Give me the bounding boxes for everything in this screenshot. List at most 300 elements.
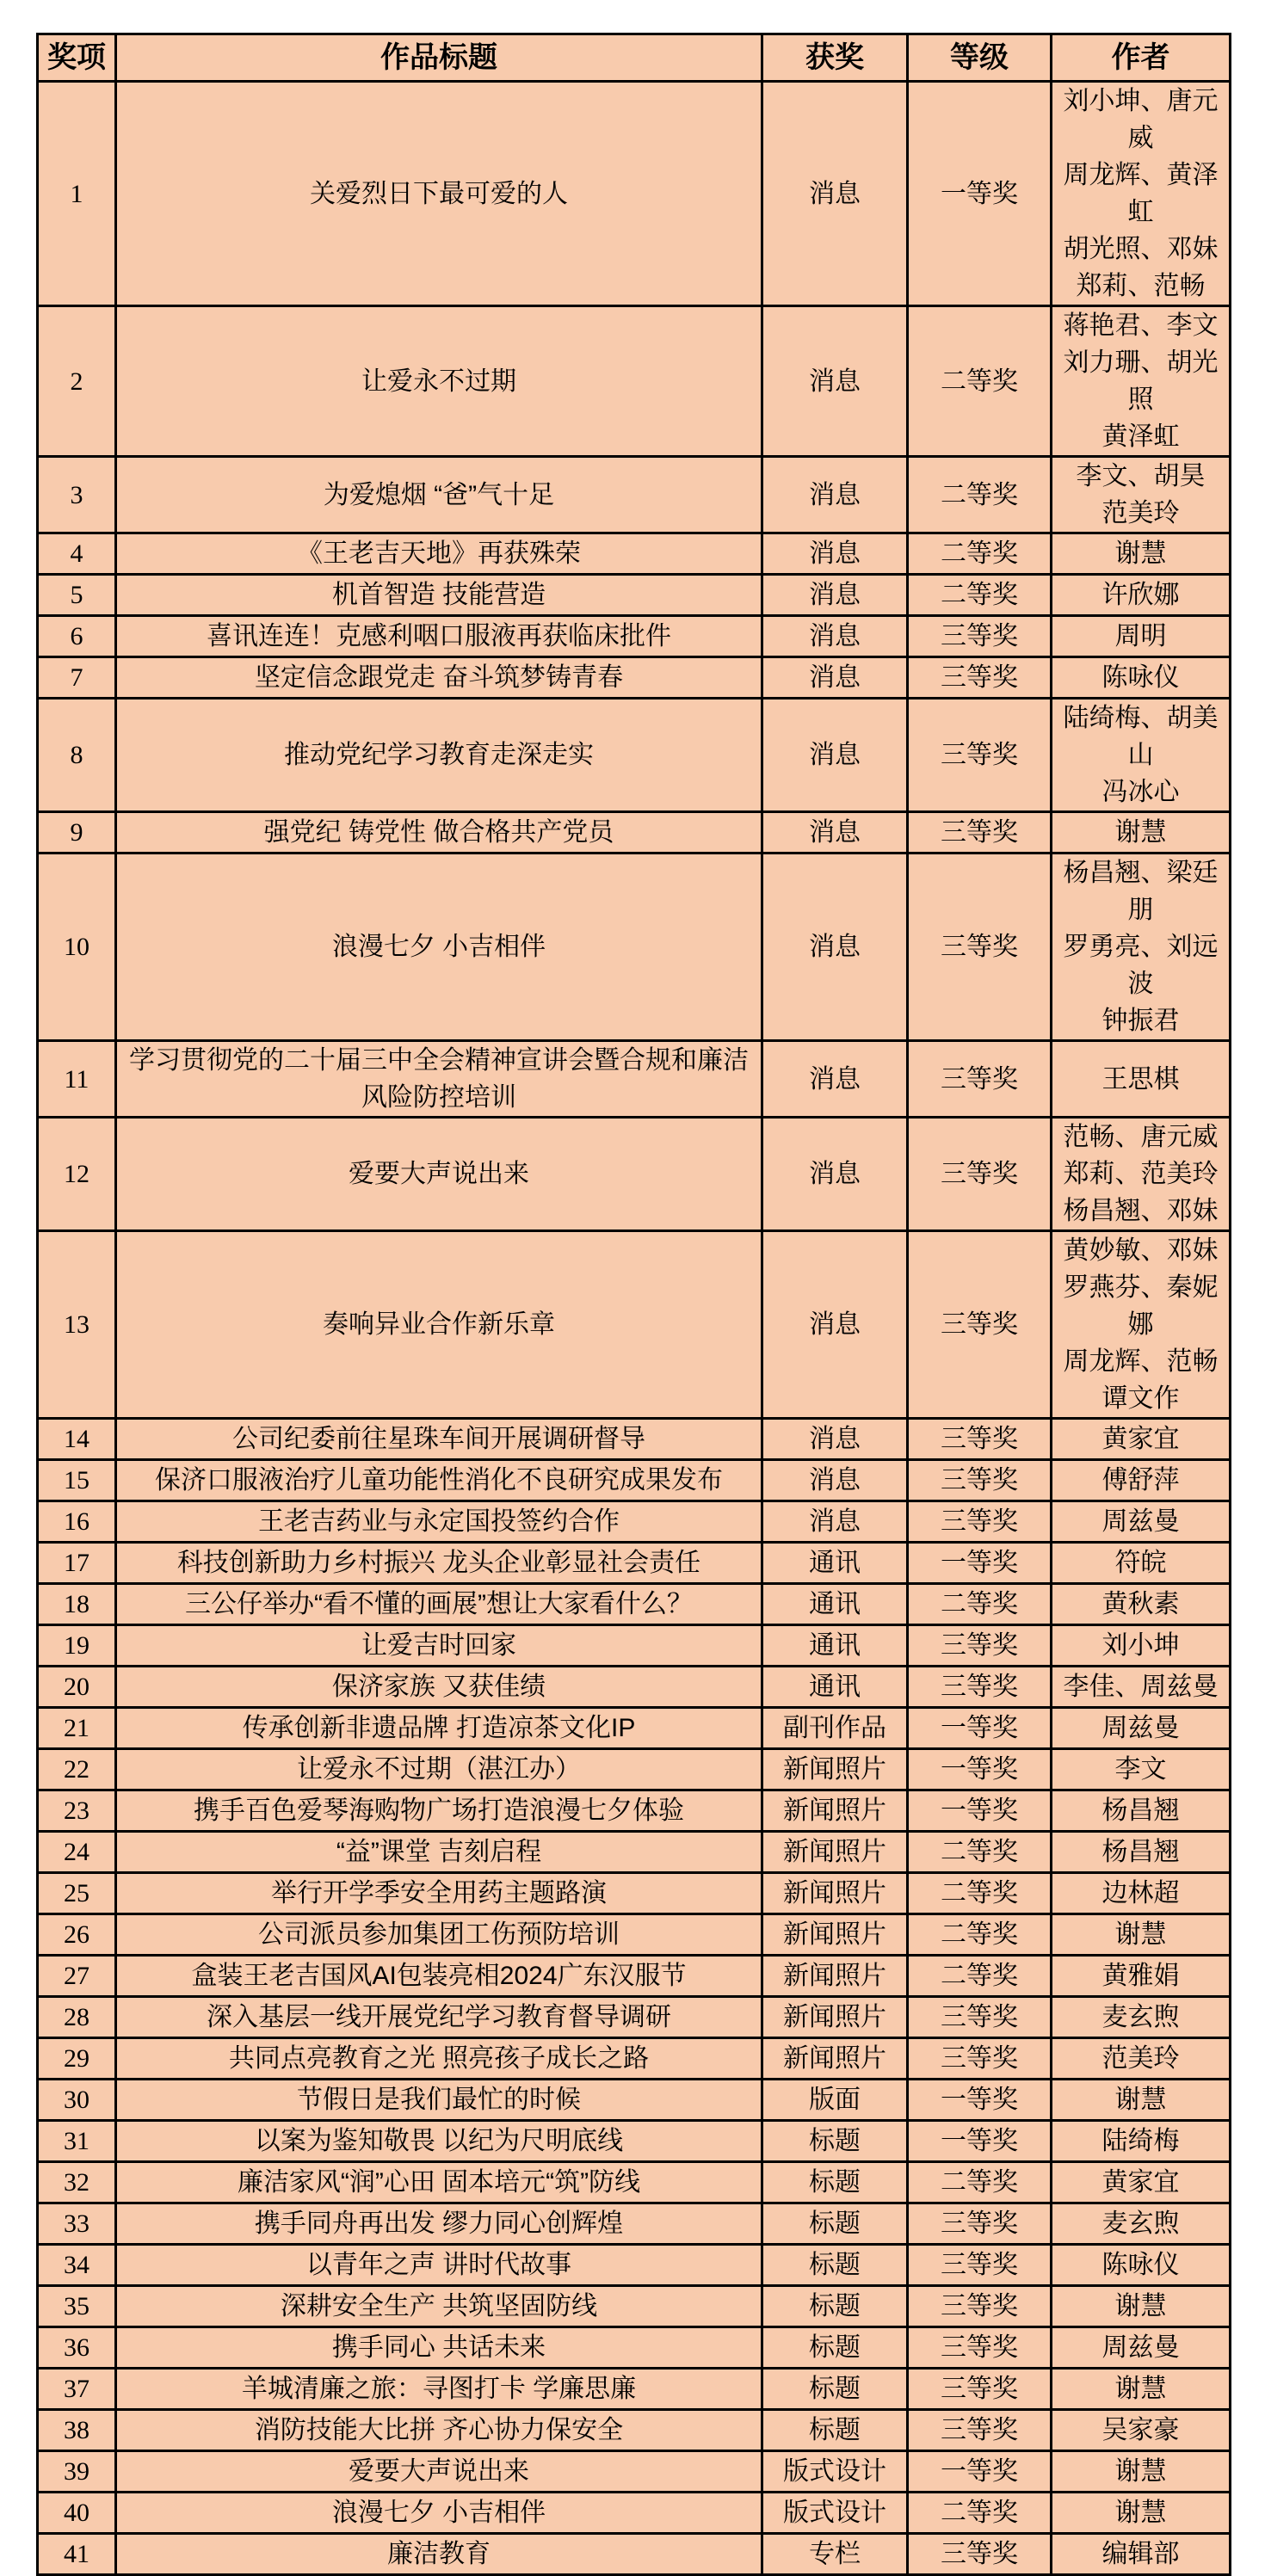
category-cell: 版式设计 bbox=[762, 2493, 908, 2534]
author-group: 李文 bbox=[1114, 1755, 1167, 1784]
category-cell: 版面 bbox=[762, 2080, 908, 2121]
category-cell: 消息 bbox=[762, 457, 908, 533]
grade-cell: 三等奖 bbox=[908, 2203, 1052, 2245]
authors-cell bbox=[1052, 2121, 1231, 2162]
author-group: 刘小坤 bbox=[1101, 1631, 1180, 1660]
category-cell: 标题 bbox=[762, 2286, 908, 2327]
authors-cell bbox=[1052, 854, 1231, 1041]
table-row bbox=[38, 1667, 1231, 1708]
author-group: 陈咏仪 bbox=[1101, 663, 1180, 692]
author-group: 钟振君 bbox=[1101, 1007, 1180, 1035]
awards-table-header bbox=[38, 34, 1231, 82]
rank-cell: 10 bbox=[38, 854, 116, 1041]
grade-cell: 一等奖 bbox=[908, 1708, 1052, 1749]
grade-cell: 二等奖 bbox=[908, 1832, 1052, 1873]
grade-cell: 三等奖 bbox=[908, 616, 1052, 657]
grade-cell: 二等奖 bbox=[908, 533, 1052, 575]
grade-cell: 三等奖 bbox=[908, 1625, 1052, 1667]
table-row bbox=[38, 2534, 1231, 2575]
table-row bbox=[38, 1625, 1231, 1667]
title-cell: 廉洁教育 bbox=[116, 2534, 762, 2575]
author-group: 杨昌翘、邓妹 bbox=[1063, 1197, 1219, 1225]
rank-cell: 24 bbox=[38, 1832, 116, 1873]
category-cell: 新闻照片 bbox=[762, 1790, 908, 1832]
rank-cell: 21 bbox=[38, 1708, 116, 1749]
grade-cell: 三等奖 bbox=[908, 2286, 1052, 2327]
title-cell: 奏响异业合作新乐章 bbox=[116, 1231, 762, 1419]
table-row bbox=[38, 2369, 1231, 2410]
table-row bbox=[38, 1790, 1231, 1832]
title-cell: 爱要大声说出来 bbox=[116, 1118, 762, 1231]
category-cell: 消息 bbox=[762, 1501, 908, 1543]
category-cell: 消息 bbox=[762, 699, 908, 812]
category-cell: 通讯 bbox=[762, 1625, 908, 1667]
author-group: 吴家豪 bbox=[1101, 2416, 1180, 2444]
table-row bbox=[38, 1460, 1231, 1501]
table-row bbox=[38, 82, 1231, 306]
header-row bbox=[38, 34, 1231, 82]
rank-cell: 18 bbox=[38, 1584, 116, 1625]
table-row bbox=[38, 2121, 1231, 2162]
grade-cell: 三等奖 bbox=[908, 2038, 1052, 2080]
category-cell: 标题 bbox=[762, 2162, 908, 2203]
authors-cell bbox=[1052, 1914, 1231, 1956]
title-cell: 浪漫七夕 小吉相伴 bbox=[116, 854, 762, 1041]
table-row bbox=[38, 457, 1231, 533]
grade-cell: 一等奖 bbox=[908, 2080, 1052, 2121]
table-row bbox=[38, 2451, 1231, 2493]
table-row bbox=[38, 2493, 1231, 2534]
table-row bbox=[38, 1708, 1231, 1749]
table-row bbox=[38, 533, 1231, 575]
author-group: 胡光照、邓妹 bbox=[1063, 235, 1219, 263]
category-cell: 消息 bbox=[762, 1041, 908, 1118]
category-cell: 消息 bbox=[762, 854, 908, 1041]
authors-cell bbox=[1052, 2038, 1231, 2080]
title-cell: 羊城清廉之旅：寻图打卡 学廉思廉 bbox=[116, 2369, 762, 2410]
author-group: 李文、胡昊 bbox=[1076, 462, 1206, 490]
author-group: 黄家宜 bbox=[1101, 2168, 1180, 2197]
grade-cell: 一等奖 bbox=[908, 1543, 1052, 1584]
title-cell: 关爱烈日下最可爱的人 bbox=[116, 82, 762, 306]
table-row bbox=[38, 2080, 1231, 2121]
category-cell: 消息 bbox=[762, 1118, 908, 1231]
author-group: 杨昌翘 bbox=[1101, 1796, 1180, 1825]
grade-cell: 三等奖 bbox=[908, 2410, 1052, 2451]
category-cell: 通讯 bbox=[762, 1667, 908, 1708]
rank-cell: 1 bbox=[38, 82, 116, 306]
title-cell: 深入基层一线开展党纪学习教育督导调研 bbox=[116, 1997, 762, 2038]
authors-cell bbox=[1052, 1118, 1231, 1231]
author-group: 蒋艳君、李文 bbox=[1063, 311, 1219, 340]
author-group: 傅舒萍 bbox=[1101, 1466, 1180, 1494]
authors-cell bbox=[1052, 699, 1231, 812]
author-group: 陈咏仪 bbox=[1101, 2251, 1180, 2279]
title-cell: “益”课堂 吉刻启程 bbox=[116, 1832, 762, 1873]
rank-cell: 19 bbox=[38, 1625, 116, 1667]
awards-table bbox=[36, 33, 1231, 2576]
rank-cell: 26 bbox=[38, 1914, 116, 1956]
title-cell: 让爱永不过期 bbox=[116, 306, 762, 457]
author-group: 麦玄煦 bbox=[1101, 2003, 1180, 2031]
grade-cell: 三等奖 bbox=[908, 854, 1052, 1041]
author-group: 谭文作 bbox=[1101, 1384, 1180, 1413]
author-group: 刘小坤、唐元威 bbox=[1063, 87, 1219, 152]
grade-cell: 三等奖 bbox=[908, 1997, 1052, 2038]
grade-cell: 三等奖 bbox=[908, 1118, 1052, 1231]
title-cell: 消防技能大比拼 齐心协力保安全 bbox=[116, 2410, 762, 2451]
title-cell: 携手百色爱琴海购物广场打造浪漫七夕体验 bbox=[116, 1790, 762, 1832]
grade-cell: 三等奖 bbox=[908, 1419, 1052, 1460]
title-cell: 以青年之声 讲时代故事 bbox=[116, 2245, 762, 2286]
grade-cell: 二等奖 bbox=[908, 306, 1052, 457]
column-header-rank: 奖项 bbox=[38, 34, 116, 82]
authors-cell bbox=[1052, 657, 1231, 699]
authors-cell bbox=[1052, 2286, 1231, 2327]
authors-cell bbox=[1052, 2369, 1231, 2410]
title-cell: 公司纪委前往星珠车间开展调研督导 bbox=[116, 1419, 762, 1460]
table-row bbox=[38, 306, 1231, 457]
grade-cell: 三等奖 bbox=[908, 2245, 1052, 2286]
table-row bbox=[38, 1584, 1231, 1625]
author-group: 黄家宜 bbox=[1101, 1425, 1180, 1453]
author-group: 编辑部 bbox=[1101, 2540, 1180, 2568]
category-cell: 标题 bbox=[762, 2203, 908, 2245]
table-row bbox=[38, 2162, 1231, 2203]
awards-table-body bbox=[38, 82, 1231, 2575]
rank-cell: 30 bbox=[38, 2080, 116, 2121]
author-group: 范畅、唐元威 bbox=[1063, 1123, 1219, 1151]
grade-cell: 一等奖 bbox=[908, 1790, 1052, 1832]
rank-cell: 11 bbox=[38, 1041, 116, 1118]
title-cell: 让爱永不过期（湛江办） bbox=[116, 1749, 762, 1790]
author-group: 谢慧 bbox=[1114, 2086, 1167, 2114]
grade-cell: 一等奖 bbox=[908, 2121, 1052, 2162]
authors-cell bbox=[1052, 457, 1231, 533]
grade-cell: 一等奖 bbox=[908, 2451, 1052, 2493]
authors-cell bbox=[1052, 2327, 1231, 2369]
author-group: 周明 bbox=[1114, 622, 1167, 650]
authors-cell bbox=[1052, 306, 1231, 457]
author-group: 许欣娜 bbox=[1101, 581, 1180, 609]
category-cell: 消息 bbox=[762, 533, 908, 575]
table-row bbox=[38, 1832, 1231, 1873]
table-row bbox=[38, 1501, 1231, 1543]
table-row bbox=[38, 1749, 1231, 1790]
rank-cell: 29 bbox=[38, 2038, 116, 2080]
table-row bbox=[38, 1956, 1231, 1997]
grade-cell: 二等奖 bbox=[908, 1584, 1052, 1625]
category-cell: 标题 bbox=[762, 2410, 908, 2451]
authors-cell bbox=[1052, 1460, 1231, 1501]
category-cell: 副刊作品 bbox=[762, 1708, 908, 1749]
title-cell: 王老吉药业与永定国投签约合作 bbox=[116, 1501, 762, 1543]
rank-cell: 8 bbox=[38, 699, 116, 812]
grade-cell: 三等奖 bbox=[908, 1667, 1052, 1708]
column-header-category: 获奖 bbox=[762, 34, 908, 82]
title-cell: 携手同心 共话未来 bbox=[116, 2327, 762, 2369]
title-cell: 传承创新非遗品牌 打造凉茶文化IP bbox=[116, 1708, 762, 1749]
title-cell: 公司派员参加集团工伤预防培训 bbox=[116, 1914, 762, 1956]
author-group: 王思棋 bbox=[1101, 1064, 1180, 1094]
table-row bbox=[38, 2038, 1231, 2080]
grade-cell: 三等奖 bbox=[908, 1231, 1052, 1419]
title-cell: 《王老吉天地》再获殊荣 bbox=[116, 533, 762, 575]
author-group: 杨昌翘、梁廷朋 bbox=[1063, 859, 1219, 924]
table-row bbox=[38, 2245, 1231, 2286]
category-cell: 消息 bbox=[762, 306, 908, 457]
title-cell: 举行开学季安全用药主题路演 bbox=[116, 1873, 762, 1914]
table-row bbox=[38, 616, 1231, 657]
table-row bbox=[38, 2410, 1231, 2451]
author-group: 黄泽虹 bbox=[1101, 422, 1180, 451]
authors-cell bbox=[1052, 1625, 1231, 1667]
rank-cell: 39 bbox=[38, 2451, 116, 2493]
grade-cell: 三等奖 bbox=[908, 2534, 1052, 2575]
category-cell: 新闻照片 bbox=[762, 1914, 908, 1956]
author-group: 罗燕芬、秦妮娜 bbox=[1063, 1273, 1219, 1339]
grade-cell: 一等奖 bbox=[908, 1749, 1052, 1790]
table-row bbox=[38, 575, 1231, 616]
title-cell: 坚定信念跟党走 奋斗筑梦铸青春 bbox=[116, 657, 762, 699]
rank-cell: 34 bbox=[38, 2245, 116, 2286]
authors-cell bbox=[1052, 2534, 1231, 2575]
grade-cell: 二等奖 bbox=[908, 1873, 1052, 1914]
title-cell: 为爱熄烟 “爸”气十足 bbox=[116, 457, 762, 533]
authors-cell bbox=[1052, 1231, 1231, 1419]
authors-cell bbox=[1052, 1997, 1231, 2038]
table-row bbox=[38, 1914, 1231, 1956]
title-cell: 浪漫七夕 小吉相伴 bbox=[116, 2493, 762, 2534]
author-group: 周龙辉、黄泽虹 bbox=[1063, 161, 1219, 226]
table-row bbox=[38, 1118, 1231, 1231]
category-cell: 通讯 bbox=[762, 1543, 908, 1584]
category-cell: 新闻照片 bbox=[762, 1832, 908, 1873]
table-row bbox=[38, 812, 1231, 854]
author-group: 周兹曼 bbox=[1101, 2333, 1180, 2362]
rank-cell: 28 bbox=[38, 1997, 116, 2038]
title-cell: 廉洁家风“润”心田 固本培元“筑”防线 bbox=[116, 2162, 762, 2203]
author-group: 周兹曼 bbox=[1101, 1714, 1180, 1742]
author-group: 李佳、周兹曼 bbox=[1063, 1673, 1219, 1701]
rank-cell: 23 bbox=[38, 1790, 116, 1832]
author-group: 杨昌翘 bbox=[1101, 1838, 1180, 1866]
rank-cell: 20 bbox=[38, 1667, 116, 1708]
authors-cell bbox=[1052, 82, 1231, 306]
authors-cell bbox=[1052, 2410, 1231, 2451]
rank-cell: 9 bbox=[38, 812, 116, 854]
table-row bbox=[38, 657, 1231, 699]
grade-cell: 三等奖 bbox=[908, 657, 1052, 699]
authors-cell bbox=[1052, 1749, 1231, 1790]
authors-cell bbox=[1052, 1873, 1231, 1914]
author-group: 谢慧 bbox=[1114, 539, 1167, 568]
authors-cell bbox=[1052, 2162, 1231, 2203]
category-cell: 专栏 bbox=[762, 2534, 908, 2575]
title-cell: 爱要大声说出来 bbox=[116, 2451, 762, 2493]
authors-cell bbox=[1052, 1584, 1231, 1625]
table-row bbox=[38, 699, 1231, 812]
authors-cell bbox=[1052, 616, 1231, 657]
title-cell: 强党纪 铸党性 做合格共产党员 bbox=[116, 812, 762, 854]
table-row bbox=[38, 1997, 1231, 2038]
author-group: 郑莉、范美玲 bbox=[1063, 1160, 1219, 1188]
table-row bbox=[38, 1419, 1231, 1460]
title-cell: 保济口服液治疗儿童功能性消化不良研究成果发布 bbox=[116, 1460, 762, 1501]
table-row bbox=[38, 2327, 1231, 2369]
rank-cell: 15 bbox=[38, 1460, 116, 1501]
author-group: 冯冰心 bbox=[1101, 778, 1180, 806]
authors-cell bbox=[1052, 1790, 1231, 1832]
title-cell: 共同点亮教育之光 照亮孩子成长之路 bbox=[116, 2038, 762, 2080]
title-cell: 让爱吉时回家 bbox=[116, 1625, 762, 1667]
category-cell: 消息 bbox=[762, 575, 908, 616]
author-group: 麦玄煦 bbox=[1101, 2209, 1180, 2238]
grade-cell: 三等奖 bbox=[908, 812, 1052, 854]
title-cell: 节假日是我们最忙的时候 bbox=[116, 2080, 762, 2121]
rank-cell: 12 bbox=[38, 1118, 116, 1231]
rank-cell: 7 bbox=[38, 657, 116, 699]
rank-cell: 31 bbox=[38, 2121, 116, 2162]
category-cell: 新闻照片 bbox=[762, 1956, 908, 1997]
author-group: 陆绮梅、胡美山 bbox=[1063, 704, 1219, 769]
title-cell: 以案为鉴知敬畏 以纪为尺明底线 bbox=[116, 2121, 762, 2162]
author-group: 黄雅娟 bbox=[1101, 1962, 1180, 1990]
grade-cell: 三等奖 bbox=[908, 1041, 1052, 1118]
title-cell: 盒装王老吉国风AI包装亮相2024广东汉服节 bbox=[116, 1956, 762, 1997]
column-header-title: 作品标题 bbox=[116, 34, 762, 82]
author-group: 罗勇亮、刘远波 bbox=[1063, 933, 1219, 998]
authors-cell bbox=[1052, 1708, 1231, 1749]
title-cell: 机首智造 技能营造 bbox=[116, 575, 762, 616]
author-group: 范美玲 bbox=[1101, 2044, 1180, 2073]
title-cell: 保济家族 又获佳绩 bbox=[116, 1667, 762, 1708]
category-cell: 标题 bbox=[762, 2121, 908, 2162]
table-row bbox=[38, 854, 1231, 1041]
category-cell: 消息 bbox=[762, 812, 908, 854]
table-row bbox=[38, 1543, 1231, 1584]
category-cell: 新闻照片 bbox=[762, 2038, 908, 2080]
category-cell: 新闻照片 bbox=[762, 1997, 908, 2038]
title-cell: 学习贯彻党的二十届三中全会精神宣讲会暨合规和廉洁风险防控培训 bbox=[116, 1041, 762, 1118]
category-cell: 标题 bbox=[762, 2327, 908, 2369]
author-group: 周龙辉、范畅 bbox=[1063, 1347, 1219, 1376]
author-group: 郑莉、范畅 bbox=[1076, 272, 1206, 300]
grade-cell: 二等奖 bbox=[908, 2162, 1052, 2203]
author-group: 谢慧 bbox=[1114, 2457, 1167, 2486]
title-cell: 喜讯连连！克感利咽口服液再获临床批件 bbox=[116, 616, 762, 657]
table-row bbox=[38, 2286, 1231, 2327]
rank-cell: 38 bbox=[38, 2410, 116, 2451]
category-cell: 消息 bbox=[762, 82, 908, 306]
author-group: 边林超 bbox=[1101, 1879, 1180, 1907]
grade-cell: 三等奖 bbox=[908, 2369, 1052, 2410]
author-group: 谢慧 bbox=[1114, 2499, 1167, 2527]
authors-cell bbox=[1052, 812, 1231, 854]
rank-cell: 4 bbox=[38, 533, 116, 575]
category-cell: 版式设计 bbox=[762, 2451, 908, 2493]
grade-cell: 一等奖 bbox=[908, 82, 1052, 306]
grade-cell: 三等奖 bbox=[908, 2327, 1052, 2369]
authors-cell bbox=[1052, 2203, 1231, 2245]
rank-cell: 32 bbox=[38, 2162, 116, 2203]
rank-cell: 36 bbox=[38, 2327, 116, 2369]
author-group: 范美玲 bbox=[1101, 499, 1180, 527]
category-cell: 消息 bbox=[762, 1419, 908, 1460]
rank-cell: 16 bbox=[38, 1501, 116, 1543]
title-cell: 深耕安全生产 共筑坚固防线 bbox=[116, 2286, 762, 2327]
rank-cell: 14 bbox=[38, 1419, 116, 1460]
category-cell: 标题 bbox=[762, 2245, 908, 2286]
rank-cell: 5 bbox=[38, 575, 116, 616]
column-header-author: 作者 bbox=[1052, 34, 1231, 82]
rank-cell: 17 bbox=[38, 1543, 116, 1584]
rank-cell: 3 bbox=[38, 457, 116, 533]
grade-cell: 三等奖 bbox=[908, 1460, 1052, 1501]
authors-cell bbox=[1052, 575, 1231, 616]
grade-cell: 二等奖 bbox=[908, 1914, 1052, 1956]
grade-cell: 二等奖 bbox=[908, 457, 1052, 533]
grade-cell: 三等奖 bbox=[908, 1501, 1052, 1543]
authors-cell bbox=[1052, 1832, 1231, 1873]
author-group: 黄妙敏、邓妹 bbox=[1063, 1236, 1219, 1265]
category-cell: 消息 bbox=[762, 657, 908, 699]
table-row bbox=[38, 1041, 1231, 1118]
author-group: 谢慧 bbox=[1114, 1920, 1167, 1949]
rank-cell: 35 bbox=[38, 2286, 116, 2327]
author-group: 符皖 bbox=[1114, 1549, 1167, 1577]
table-row bbox=[38, 1873, 1231, 1914]
rank-cell: 25 bbox=[38, 1873, 116, 1914]
category-cell: 消息 bbox=[762, 1231, 908, 1419]
title-cell: 科技创新助力乡村振兴 龙头企业彰显社会责任 bbox=[116, 1543, 762, 1584]
category-cell: 标题 bbox=[762, 2369, 908, 2410]
author-group: 谢慧 bbox=[1114, 818, 1167, 847]
rank-cell: 33 bbox=[38, 2203, 116, 2245]
category-cell: 消息 bbox=[762, 616, 908, 657]
rank-cell: 2 bbox=[38, 306, 116, 457]
grade-cell: 二等奖 bbox=[908, 575, 1052, 616]
rank-cell: 37 bbox=[38, 2369, 116, 2410]
rank-cell: 13 bbox=[38, 1231, 116, 1419]
author-group: 刘力珊、胡光照 bbox=[1063, 348, 1219, 414]
grade-cell: 二等奖 bbox=[908, 1956, 1052, 1997]
title-cell: 三公仔举办“看不懂的画展”想让大家看什么？ bbox=[116, 1584, 762, 1625]
category-cell: 新闻照片 bbox=[762, 1873, 908, 1914]
rank-cell: 6 bbox=[38, 616, 116, 657]
author-group: 周兹曼 bbox=[1101, 1507, 1180, 1536]
author-group: 谢慧 bbox=[1114, 2292, 1167, 2320]
category-cell: 消息 bbox=[762, 1460, 908, 1501]
table-row bbox=[38, 2203, 1231, 2245]
author-group: 陆绮梅 bbox=[1101, 2127, 1180, 2155]
authors-cell bbox=[1052, 2493, 1231, 2534]
category-cell: 新闻照片 bbox=[762, 1749, 908, 1790]
authors-cell bbox=[1052, 2080, 1231, 2121]
column-header-grade: 等级 bbox=[908, 34, 1052, 82]
table-row bbox=[38, 1231, 1231, 1419]
rank-cell: 22 bbox=[38, 1749, 116, 1790]
author-group: 黄秋素 bbox=[1101, 1590, 1180, 1618]
authors-cell bbox=[1052, 2245, 1231, 2286]
authors-cell bbox=[1052, 1419, 1231, 1460]
authors-cell bbox=[1052, 1501, 1231, 1543]
title-cell: 携手同舟再出发 缪力同心创辉煌 bbox=[116, 2203, 762, 2245]
authors-cell bbox=[1052, 1667, 1231, 1708]
authors-cell bbox=[1052, 2451, 1231, 2493]
rank-cell: 40 bbox=[38, 2493, 116, 2534]
authors-cell bbox=[1052, 1041, 1231, 1118]
